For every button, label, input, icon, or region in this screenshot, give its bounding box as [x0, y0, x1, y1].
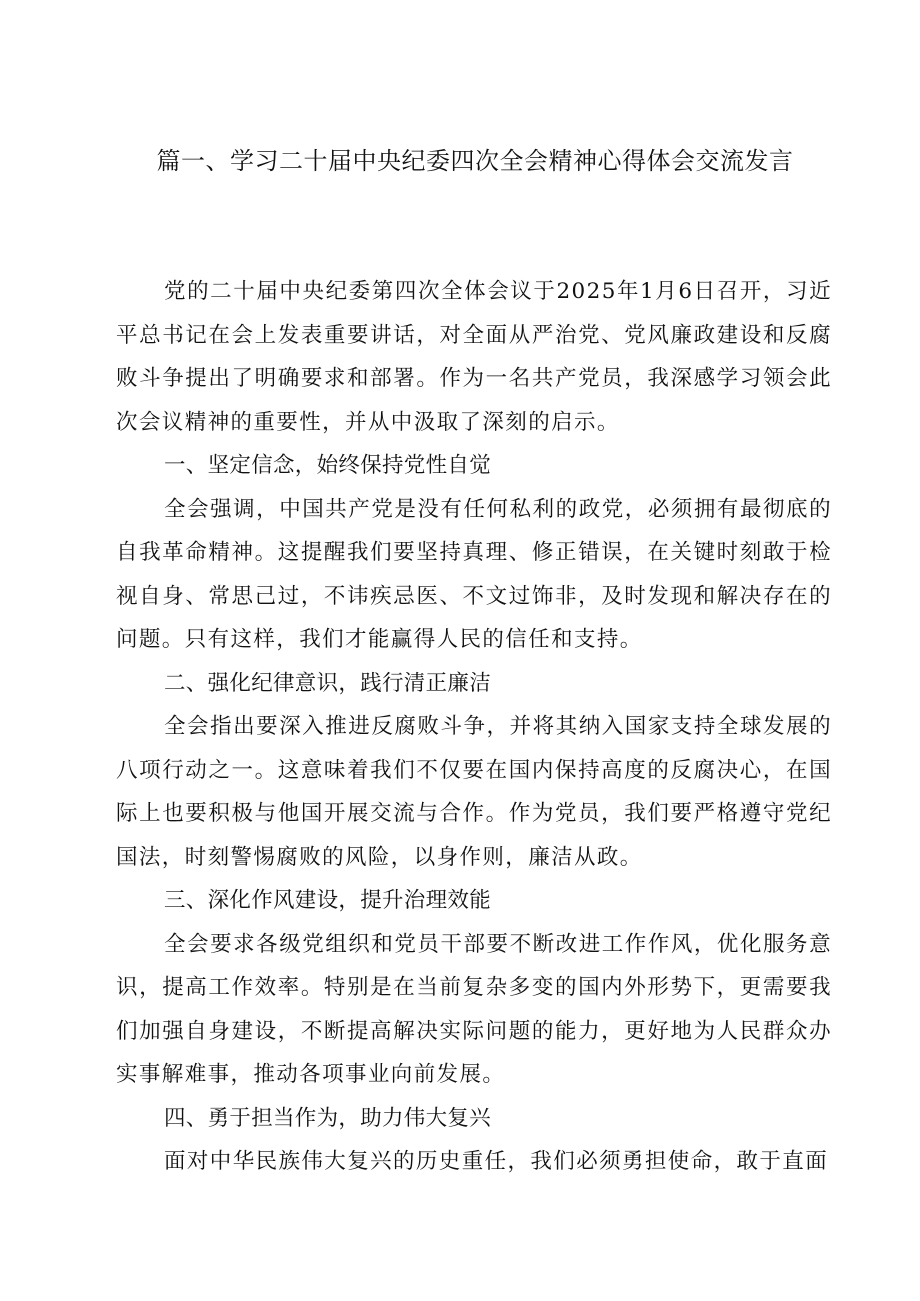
section-4-heading: 四、勇于担当作为，助力伟大复兴 — [164, 1105, 492, 1131]
section-3-body: 全会要求各级党组织和党员干部要不断改进工作作风，优化服务意识，提高工作效率。特别是在当前复杂多变的国内外形势下，更需要我们加强自身建设，不断提高解决实际问题的能力，更好地为人民群众办实事解难事，推动各项事业向前发展。 — [116, 931, 832, 1087]
section-1-heading: 一、坚定信念，始终保持党性自觉 — [164, 453, 492, 478]
section-2-heading: 二、强化纪律意识，践行清正廉洁 — [164, 670, 492, 696]
section-2-body: 全会指出要深入推进反腐败斗争，并将其纳入国家支持全球发展的八项行动之一。这意味着我们不仅要在国内保持高度的反腐决心，在国际上也要积极与他国开展交流与合作。作为党员，我们要严格遵守党纪国法，时刻警惕腐败的风险，以身作则，廉洁从政。 — [116, 714, 832, 870]
document-title: 篇一、学习二十届中央纪委四次全会精神心得体会交流发言 — [156, 147, 794, 175]
intro-paragraph: 党的二十届中央纪委第四次全体会议于2025年1月6日召开，习近平总书记在会上发表重要讲话，对全面从严治党、党风廉政建设和反腐败斗争提出了明确要求和部署。作为一名共产党员，我深感学习领会此次会议精神的重要性，并从中汲取了深刻的启示。 — [116, 279, 832, 435]
section-3-heading: 三、深化作风建设，提升治理效能 — [164, 888, 492, 913]
section-1-body: 全会强调，中国共产党是没有任何私利的政党，必须拥有最彻底的自我革命精神。这提醒我们要坚持真理、修正错误，在关键时刻敢于检视自身、常思己过，不讳疾忌医、不文过饰非，及时发现和解决存在的问题。只有这样，我们才能赢得人民的信任和支持。 — [116, 496, 832, 652]
section-4-body: 面对中华民族伟大复兴的历史重任，我们必须勇担使命，敢于直面 — [164, 1149, 829, 1174]
document-body — [116, 270, 832, 1184]
